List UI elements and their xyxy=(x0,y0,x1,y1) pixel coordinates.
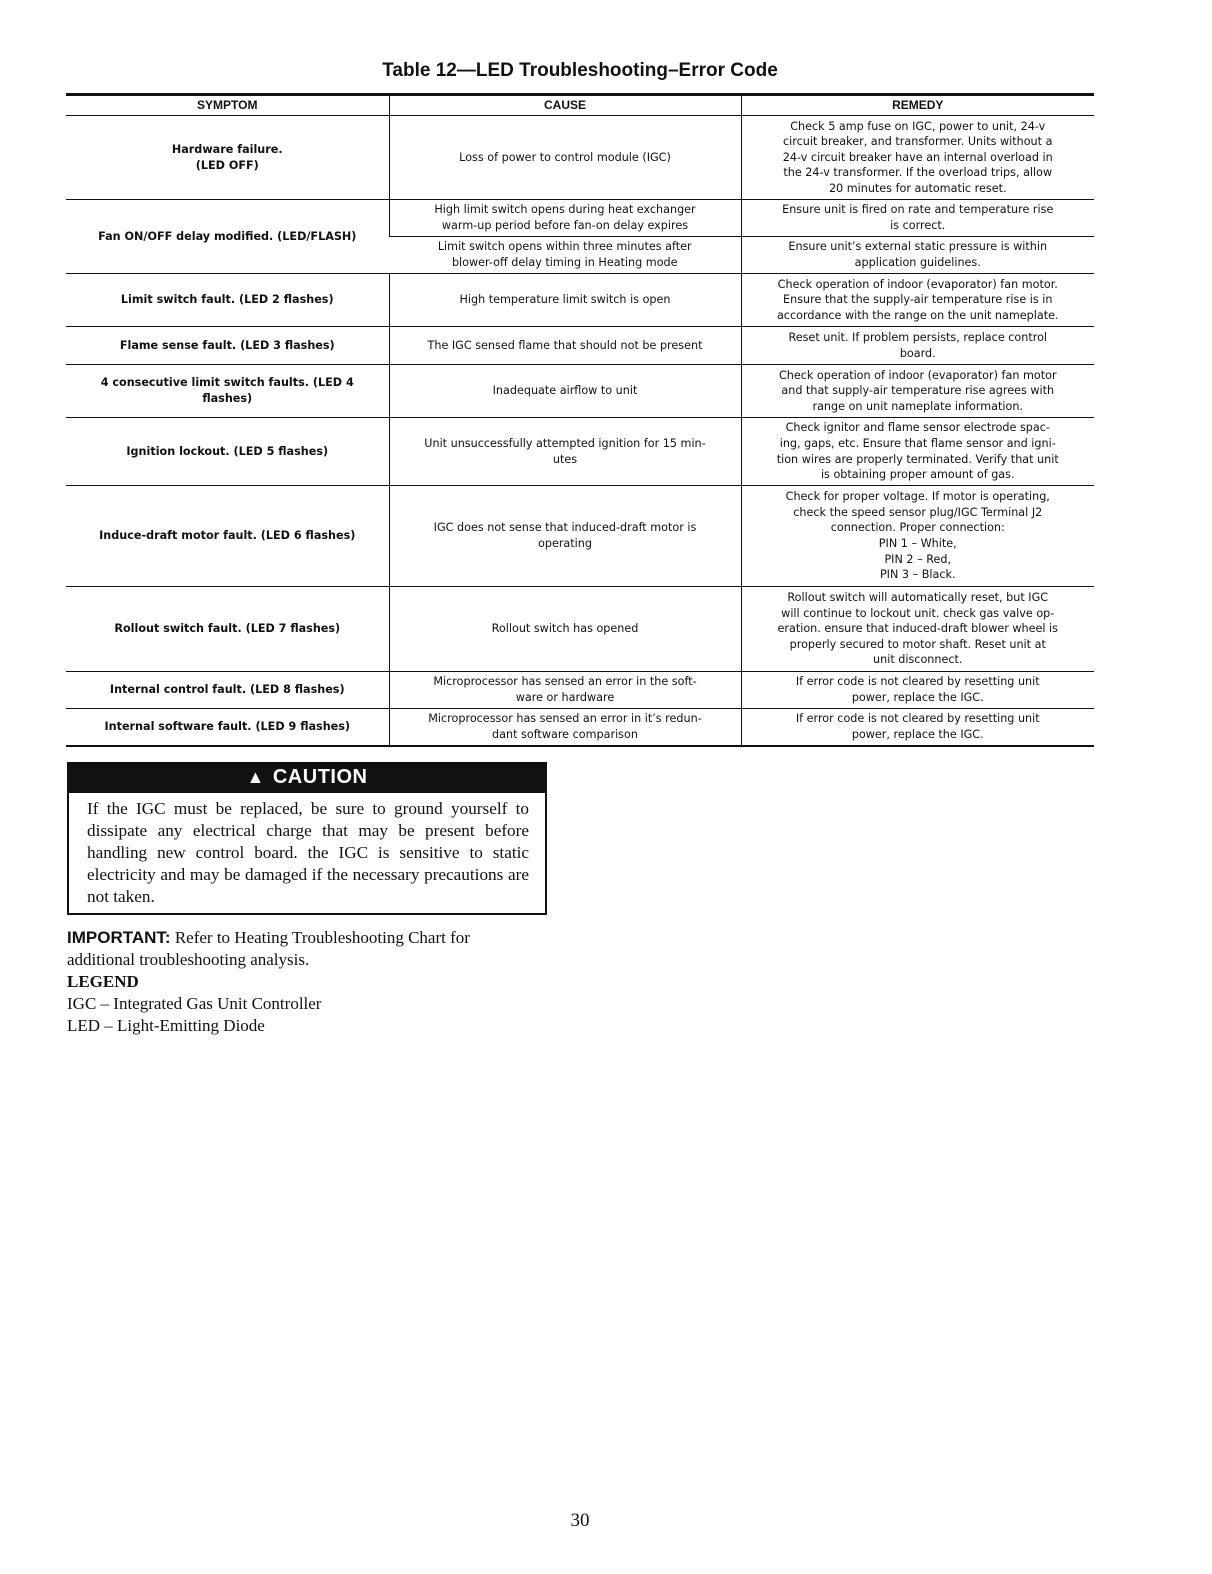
caution-header xyxy=(69,762,545,793)
cause-cell: The IGC sensed flame that should not be present xyxy=(389,327,741,365)
cause-header: CAUSE xyxy=(389,95,741,116)
table-row xyxy=(66,365,1094,418)
cause-cell: Inadequate airflow to unit xyxy=(389,365,741,418)
cause-cell: High temperature limit switch is open xyxy=(389,274,741,327)
legend-item: LED – Light-Emitting Diode xyxy=(67,1016,265,1035)
table-row xyxy=(66,486,1094,587)
important-text: Refer to Heating Troubleshooting Chart for additional troubleshooting analysis. xyxy=(67,928,470,969)
remedy-cell: If error code is not cleared by resetting unit power, replace the IGC. xyxy=(741,709,1094,746)
table-title: Table 12—LED Troubleshooting–Error Code xyxy=(382,60,778,81)
important-label: IMPORTANT: xyxy=(67,928,171,947)
error-code-table xyxy=(66,93,1094,747)
symptom-cell: Internal software fault. (LED 9 flashes) xyxy=(66,709,389,746)
remedy-cell: If error code is not cleared by resetting unit power, replace the IGC. xyxy=(741,672,1094,709)
remedy-header: REMEDY xyxy=(741,95,1094,116)
symptom-cell: Internal control fault. (LED 8 flashes) xyxy=(66,672,389,709)
symptom-cell: Rollout switch fault. (LED 7 flashes) xyxy=(66,587,389,672)
page-number: 30 xyxy=(570,1510,590,1531)
cause-cell: Microprocessor has sensed an error in the soft- ware or hardware xyxy=(389,672,741,709)
table-row xyxy=(66,587,1094,672)
table-header-row xyxy=(66,95,1094,116)
caution-heading: CAUTION xyxy=(272,766,368,788)
remedy-cell: Rollout switch will automatically reset, but IGC will continue to lockout unit. check gas valve op- eration. ensure that induced-draft blower wheel is properly secured to motor shaft. Reset unit at unit disconnect. xyxy=(741,587,1094,672)
table-row xyxy=(66,116,1094,200)
remedy-cell: Ensure unit is fired on rate and temperature rise is correct. xyxy=(741,200,1094,237)
table-row xyxy=(66,418,1094,486)
remedy-cell: Check for proper voltage. If motor is operating, check the speed sensor plug/IGC Terminal J2 connection. Proper connection: PIN 1 – White, PIN 2 – Red, PIN 3 – Black. xyxy=(741,486,1094,587)
remedy-cell: Check ignitor and flame sensor electrode spac- ing, gaps, etc. Ensure that flame sensor and igni- tion wires are properly terminated. Verify that unit is obtaining proper amount of gas. xyxy=(741,418,1094,486)
caution-text: If the IGC must be replaced, be sure to ground yourself to dissipate any electrical charge that may be present before handling new control board. the IGC is sensitive to static electricity and may be damaged if the necessary precautions are not taken. xyxy=(87,799,529,906)
cause-cell: Rollout switch has opened xyxy=(389,587,741,672)
remedy-cell: Reset unit. If problem persists, replace control board. xyxy=(741,327,1094,365)
legend-item: IGC – Integrated Gas Unit Controller xyxy=(67,994,322,1013)
important-note xyxy=(67,927,527,971)
legend-title: LEGEND xyxy=(67,972,139,991)
table-row xyxy=(66,709,1094,746)
symptom-cell: Ignition lockout. (LED 5 flashes) xyxy=(66,418,389,486)
symptom-cell: Fan ON/OFF delay modified. (LED/FLASH) xyxy=(66,200,389,274)
cause-cell: High limit switch opens during heat exchanger warm-up period before fan-on delay expires xyxy=(389,200,741,237)
cause-cell: Limit switch opens within three minutes after blower-off delay timing in Heating mode xyxy=(389,237,741,274)
symptom-cell: Induce-draft motor fault. (LED 6 flashes) xyxy=(66,486,389,587)
notes-section xyxy=(67,927,527,1037)
symptom-cell: Limit switch fault. (LED 2 flashes) xyxy=(66,274,389,327)
remedy-cell: Ensure unit’s external static pressure is within application guidelines. xyxy=(741,237,1094,274)
cause-cell: Loss of power to control module (IGC) xyxy=(389,116,741,200)
cause-cell: Microprocessor has sensed an error in it’s redun- dant software comparison xyxy=(389,709,741,746)
table-row xyxy=(66,200,1094,237)
table-row xyxy=(66,327,1094,365)
symptom-cell: Hardware failure. (LED OFF) xyxy=(66,116,389,200)
caution-box xyxy=(67,762,547,915)
cause-cell: IGC does not sense that induced-draft motor is operating xyxy=(389,486,741,587)
symptom-cell: Flame sense fault. (LED 3 flashes) xyxy=(66,327,389,365)
table-row xyxy=(66,672,1094,709)
cause-cell: Unit unsuccessfully attempted ignition for 15 min- utes xyxy=(389,418,741,486)
remedy-cell: Check 5 amp fuse on IGC, power to unit, 24-v circuit breaker, and transformer. Units without a 24-v circuit breaker have an internal overload in the 24-v transformer. If the overload trips, allow 20 minutes for automatic reset. xyxy=(741,116,1094,200)
table-row xyxy=(66,274,1094,327)
symptom-header: SYMPTOM xyxy=(66,95,389,116)
remedy-cell: Check operation of indoor (evaporator) fan motor and that supply-air temperature rise agrees with range on unit nameplate information. xyxy=(741,365,1094,418)
remedy-cell: Check operation of indoor (evaporator) fan motor. Ensure that the supply-air temperature rise is in accordance with the range on the unit nameplate. xyxy=(741,274,1094,327)
symptom-cell: 4 consecutive limit switch faults. (LED 4 flashes) xyxy=(66,365,389,418)
warning-triangle-icon: ▲ xyxy=(246,767,265,787)
